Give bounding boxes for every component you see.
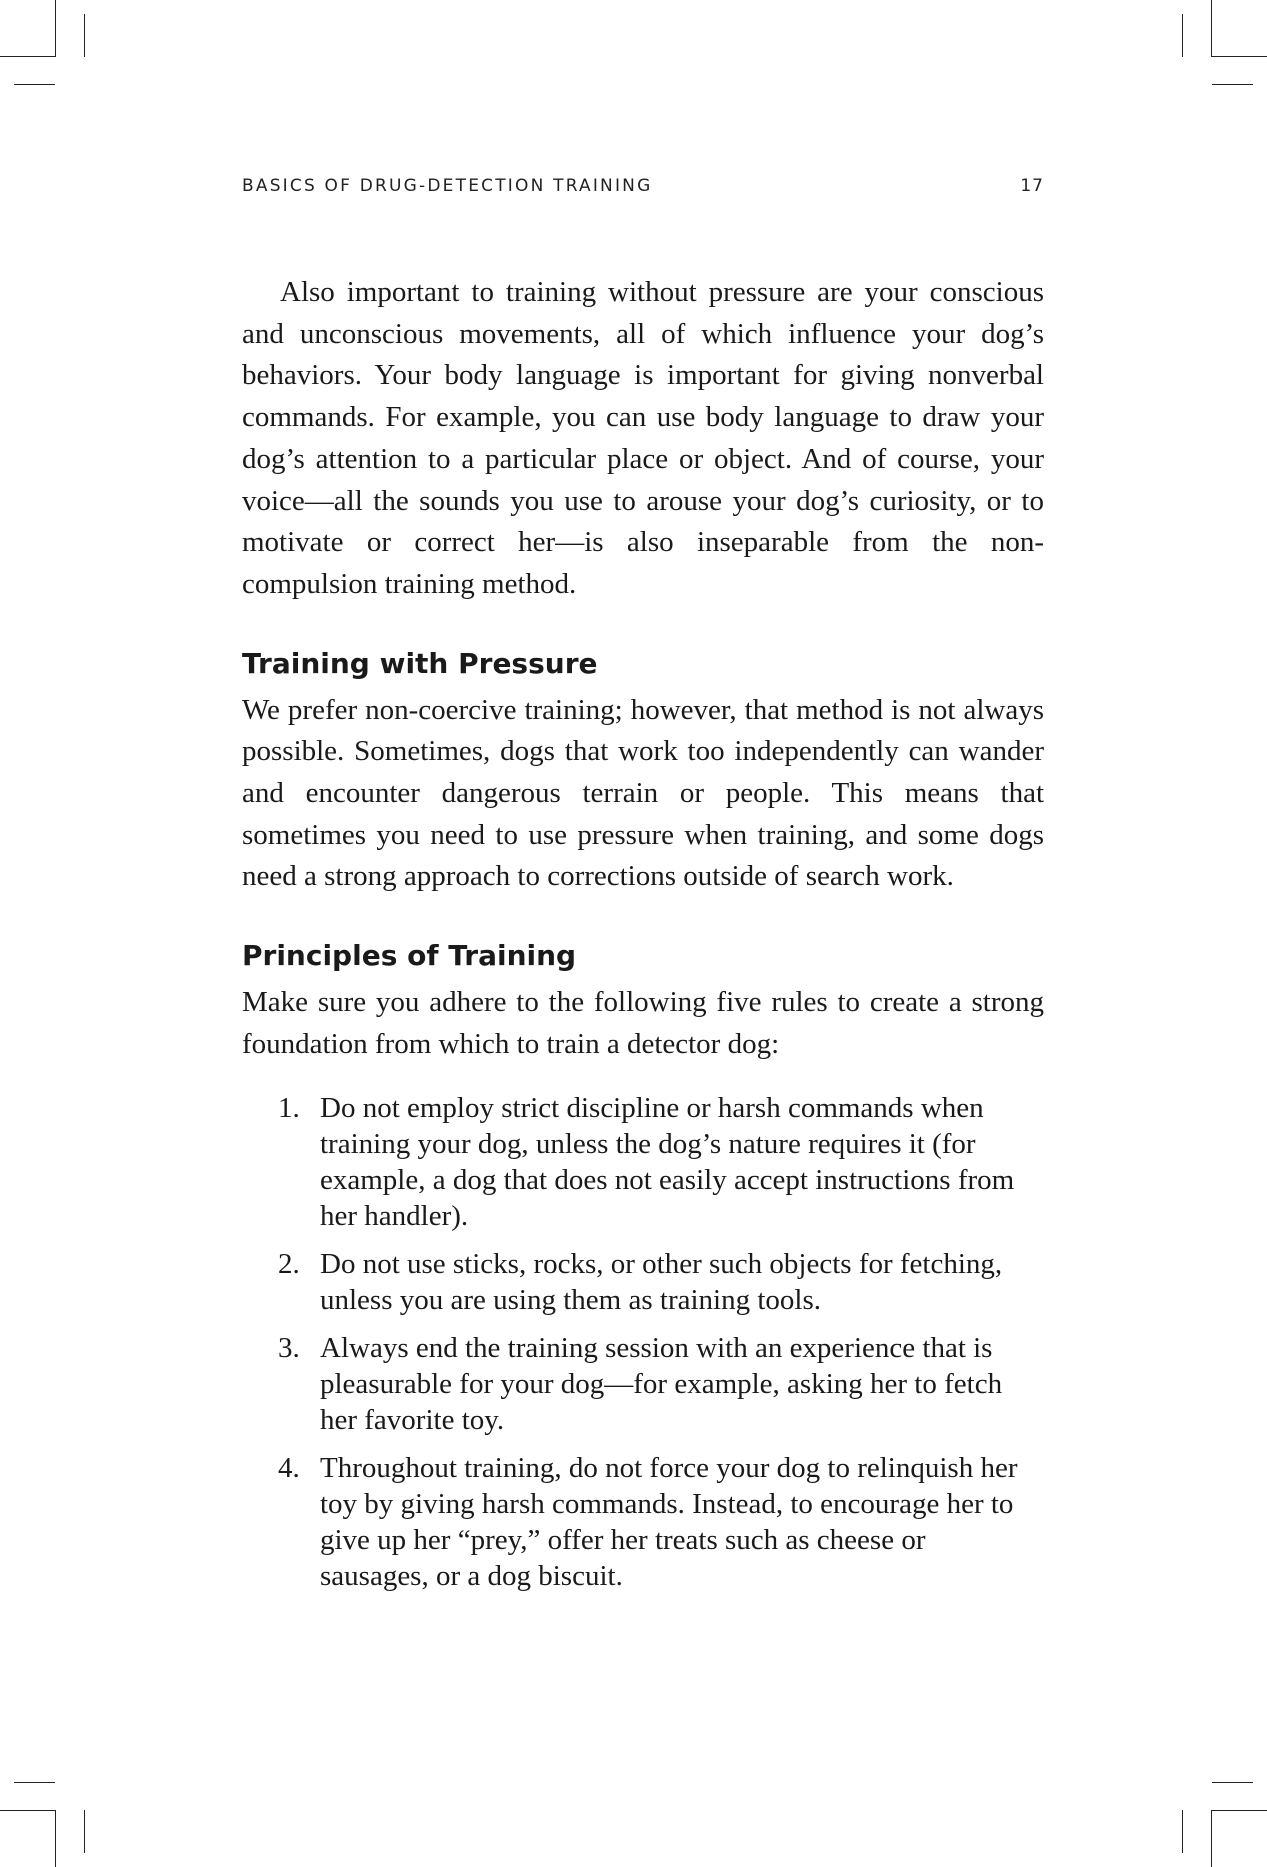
crop-mark <box>1212 84 1253 85</box>
crop-mark <box>1212 1782 1253 1783</box>
list-item-text: Do not employ strict discipline or harsh commands when training your dog, unless the dog’s nature requires it (for example, a dog that does not easily accept instructions from her handler). <box>320 1091 1015 1232</box>
crop-mark <box>14 1782 55 1783</box>
running-title: BASICS OF DRUG-DETECTION TRAINING <box>242 176 653 196</box>
list-item <box>242 1246 1020 1318</box>
crop-mark <box>1212 56 1267 57</box>
body-paragraph: We prefer non-coercive training; however, that method is not always possible. Sometimes, dogs that work too independently can wander and encounter dangerous terrain or people. This means that sometimes you need to use pressure when training, and some dogs need a strong approach to corrections outside of search work. <box>242 693 1044 893</box>
rules-list <box>242 1090 1044 1594</box>
crop-mark <box>84 1810 85 1853</box>
crop-mark <box>1182 1810 1183 1853</box>
crop-mark <box>1182 14 1183 57</box>
crop-mark <box>55 0 56 57</box>
crop-mark <box>1212 1810 1267 1811</box>
list-number: 4. <box>278 1451 300 1484</box>
list-number: 2. <box>278 1247 300 1280</box>
page-body <box>242 272 1044 1606</box>
list-item-text: Always end the training session with an experience that is pleasurable for your dog—for example, asking her to fetch her favorite toy. <box>320 1331 1003 1436</box>
body-paragraph: Also important to training without pressure are your conscious and unconscious movements, all of which influence your dog’s behaviors. Your body language is important for giving nonverbal commands. For example, you can use body language to draw your dog’s attention to a particular place or object. And of course, your voice—all the sounds you use to arouse your dog’s curiosity, or to motivate or correct her—is also inseparable from the non-compulsion training method. <box>242 276 1044 600</box>
crop-mark <box>14 84 55 85</box>
list-item <box>242 1450 1020 1594</box>
crop-mark <box>55 1810 56 1867</box>
crop-mark <box>1211 0 1212 57</box>
list-item-text: Do not use sticks, rocks, or other such objects for fetching, unless you are using them as training tools. <box>320 1247 1003 1316</box>
list-item-text: Throughout training, do not force your dog to relinquish her toy by giving harsh commands. Instead, to encourage her to give up her “prey,” offer her treats such as cheese or sausages, or a dog biscuit. <box>320 1451 1018 1592</box>
list-number: 1. <box>278 1091 300 1124</box>
list-item <box>242 1330 1020 1438</box>
body-paragraph: Make sure you adhere to the following five rules to create a strong foundation from which to train a detector dog: <box>242 986 1044 1060</box>
list-number: 3. <box>278 1331 300 1364</box>
crop-mark <box>0 56 55 57</box>
crop-mark <box>0 1810 55 1811</box>
list-item <box>242 1090 1020 1234</box>
section-heading: Training with Pressure <box>242 646 598 680</box>
page-number: 17 <box>1020 176 1044 196</box>
section-heading: Principles of Training <box>242 939 577 973</box>
crop-mark <box>84 14 85 57</box>
running-head <box>242 176 1044 196</box>
crop-mark <box>1211 1810 1212 1867</box>
